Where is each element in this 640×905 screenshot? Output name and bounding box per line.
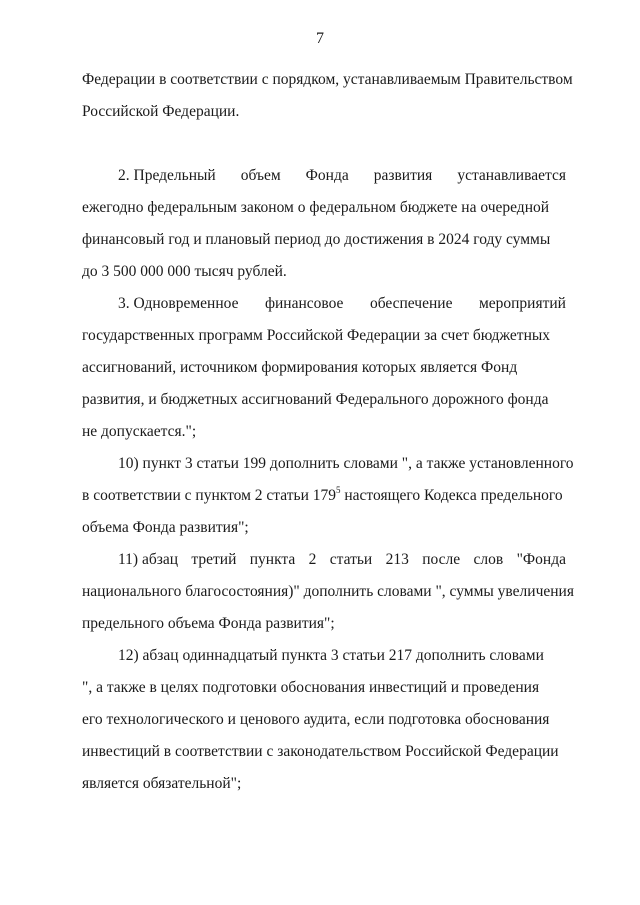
- paragraph-item-11: [82, 544, 574, 640]
- word: статьи: [329, 551, 373, 568]
- word: обеспечение: [369, 295, 453, 312]
- text-segment: в соответствии с пунктом 2 статьи 179: [82, 487, 336, 504]
- word: 11) абзац: [118, 551, 179, 568]
- paragraph-item-2: [82, 160, 566, 288]
- text-line: ежегодно федеральным законом о федеральном бюджете на очередной: [82, 199, 550, 216]
- text-line: до 3 500 000 000 тысяч рублей.: [82, 263, 287, 280]
- text-line: развития, и бюджетных ассигнований Федерального дорожного фонда: [82, 391, 549, 408]
- word: Фонда: [305, 167, 349, 184]
- word: 2. Предельный: [118, 167, 216, 184]
- text-line: не допускается.";: [82, 423, 197, 440]
- text-line: ассигнований, источником формирования которых является Фонд: [82, 359, 518, 376]
- text-line: [82, 480, 566, 512]
- word: финансовое: [264, 295, 344, 312]
- text-line: ", а также в целях подготовки обоснования инвестиций и проведения: [82, 679, 540, 696]
- text-line: [82, 160, 566, 192]
- text-line: 12) абзац одиннадцатый пункта 3 статьи 217 дополнить словами: [118, 647, 544, 664]
- word: устанавливается: [457, 167, 566, 184]
- text-line: [82, 64, 573, 96]
- word: развития: [373, 167, 433, 184]
- word: слов: [473, 551, 504, 568]
- text-line: является обязательной";: [82, 775, 242, 792]
- word: 2: [308, 551, 317, 568]
- document-body: [82, 64, 574, 800]
- text-line: его технологического и ценового аудита, если подготовка обоснования: [82, 711, 550, 728]
- word: объем: [240, 167, 281, 184]
- text-line: объема Фонда развития";: [82, 519, 249, 536]
- word: после: [422, 551, 461, 568]
- paragraph-item-12: [82, 640, 566, 800]
- word: пункта: [249, 551, 296, 568]
- paragraph-item-10: [82, 448, 574, 544]
- text-line: государственных программ Российской Федерации за счет бюджетных: [82, 327, 551, 344]
- text-line: 10) пункт 3 статьи 199 дополнить словами ", а также установленного: [118, 455, 574, 472]
- page-number: 7: [316, 30, 324, 47]
- word: третий: [191, 551, 237, 568]
- text-line: Российской Федерации.: [82, 103, 240, 120]
- text-line-content: Федерации в соответствии с порядком, устанавливаемым Правительством: [82, 71, 573, 88]
- text-line: [82, 288, 566, 320]
- word: 213: [385, 551, 409, 568]
- text-line: инвестиций в соответствии с законодательством Российской Федерации: [82, 743, 559, 760]
- superscript: 5: [336, 485, 341, 495]
- word: мероприятий: [478, 295, 566, 312]
- text-segment: настоящего Кодекса предельного: [340, 487, 563, 504]
- text-line: национального благосостояния)" дополнить словами ", суммы увеличения: [82, 583, 574, 600]
- text-line: предельного объема Фонда развития";: [82, 615, 335, 632]
- word: "Фонда: [516, 551, 566, 568]
- paragraph-continuation: [82, 64, 573, 128]
- paragraph-item-3: [82, 288, 566, 448]
- text-line: [82, 544, 566, 576]
- text-line: финансовый год и плановый период до достижения в 2024 году суммы: [82, 231, 551, 248]
- word: 3. Одновременное: [118, 295, 239, 312]
